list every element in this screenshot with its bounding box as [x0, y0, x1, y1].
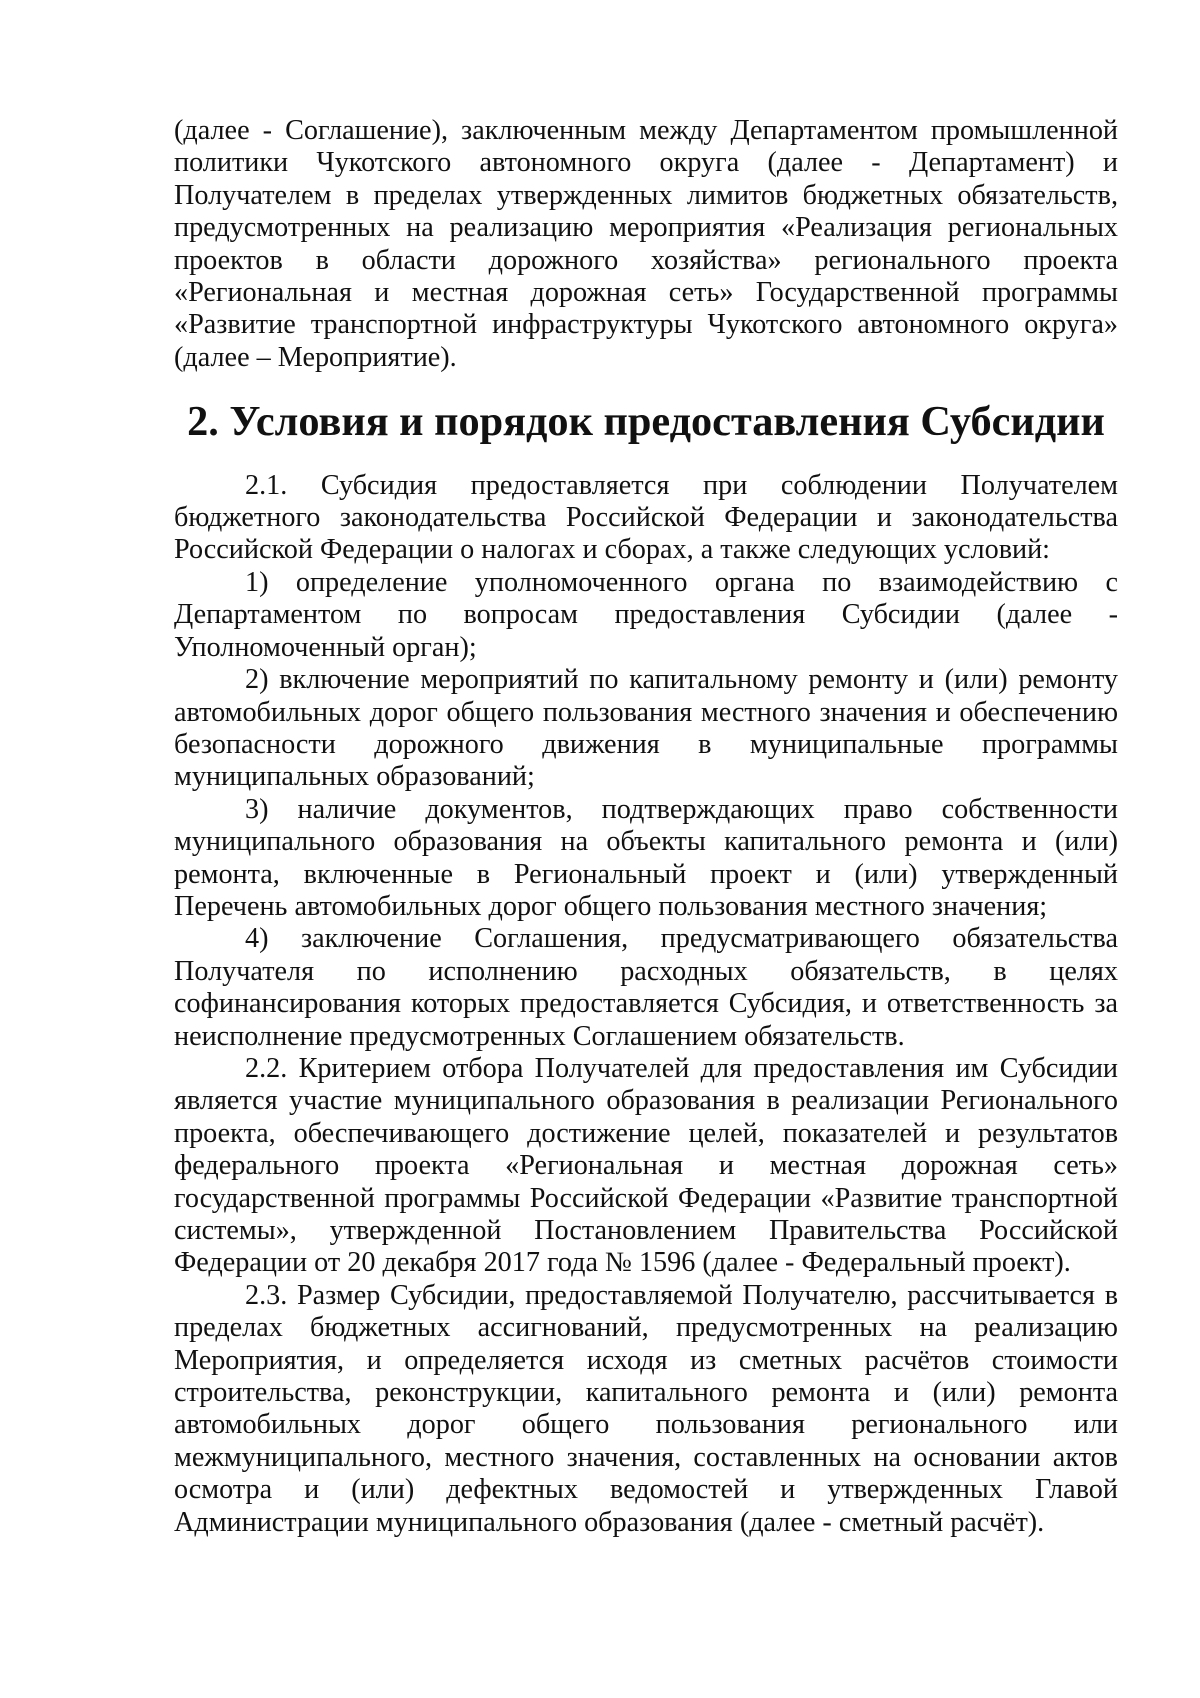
document-page: [174, 115, 1118, 1539]
paragraph-2-1: 2.1. Субсидия предоставляется при соблюдении Получателем бюджетного законодательства Российской Федерации и законодательства Российской Федерации о налогах и сборах, а также следующих условий:: [174, 469, 1118, 566]
intro-paragraph: (далее - Соглашение), заключенным между Департаментом промышленной политики Чукотского автономного округа (далее - Департамент) и Получателем в пределах утвержденных лимитов бюджетных обязательств, предусмотренных на реализацию мероприятия «Реализация региональных проектов в области дорожного хозяйства» регионального проекта «Региональная и местная дорожная сеть» Государственной программы «Развитие транспортной инфраструктуры Чукотского автономного округа» (далее – Мероприятие).: [174, 115, 1118, 373]
paragraph-2-2: 2.2. Критерием отбора Получателей для предоставления им Субсидии является участие муниципального образования в реализации Регионального проекта, обеспечивающего достижение целей, показателей и результатов федерального проекта «Региональная и местная дорожная сеть» государственной программы Российской Федерации «Развитие транспортной системы», утвержденной Постановлением Правительства Российской Федерации от 20 декабря 2017 года № 1596 (далее - Федеральный проект).: [174, 1052, 1118, 1279]
list-item-4: 4) заключение Соглашения, предусматривающего обязательства Получателя по исполнению расходных обязательств, в целях софинансирования которых предоставляется Субсидия, и ответственность за неисполнение предусмотренных Соглашением обязательств.: [174, 923, 1118, 1052]
list-item-3: 3) наличие документов, подтверждающих право собственности муниципального образования на объекты капитального ремонта и (или) ремонта, включенные в Региональный проект и (или) утвержденный Перечень автомобильных дорог общего пользования местного значения;: [174, 793, 1118, 922]
paragraph-2-3: 2.3. Размер Субсидии, предоставляемой Получателю, рассчитывается в пределах бюджетных ассигнований, предусмотренных на реализацию Мероприятия, и определяется исходя из сметных расчётов стоимости строительства, реконструкции, капитального ремонта и (или) ремонта автомобильных дорог общего пользования регионального или межмуниципального, местного значения, составленных на основании актов осмотра и (или) дефектных ведомостей и утвержденных Главой Администрации муниципального образования (далее - сметный расчёт).: [174, 1279, 1118, 1538]
list-item-2: 2) включение мероприятий по капитальному ремонту и (или) ремонту автомобильных дорог общего пользования местного значения и обеспечению безопасности дорожного движения в муниципальные программы муниципальных образований;: [174, 664, 1118, 793]
section-heading: 2. Условия и порядок предоставления Субсидии: [187, 398, 1105, 446]
list-item-1: 1) определение уполномоченного органа по взаимодействию с Департаментом по вопросам предоставления Субсидии (далее - Уполномоченный орган);: [174, 566, 1118, 663]
